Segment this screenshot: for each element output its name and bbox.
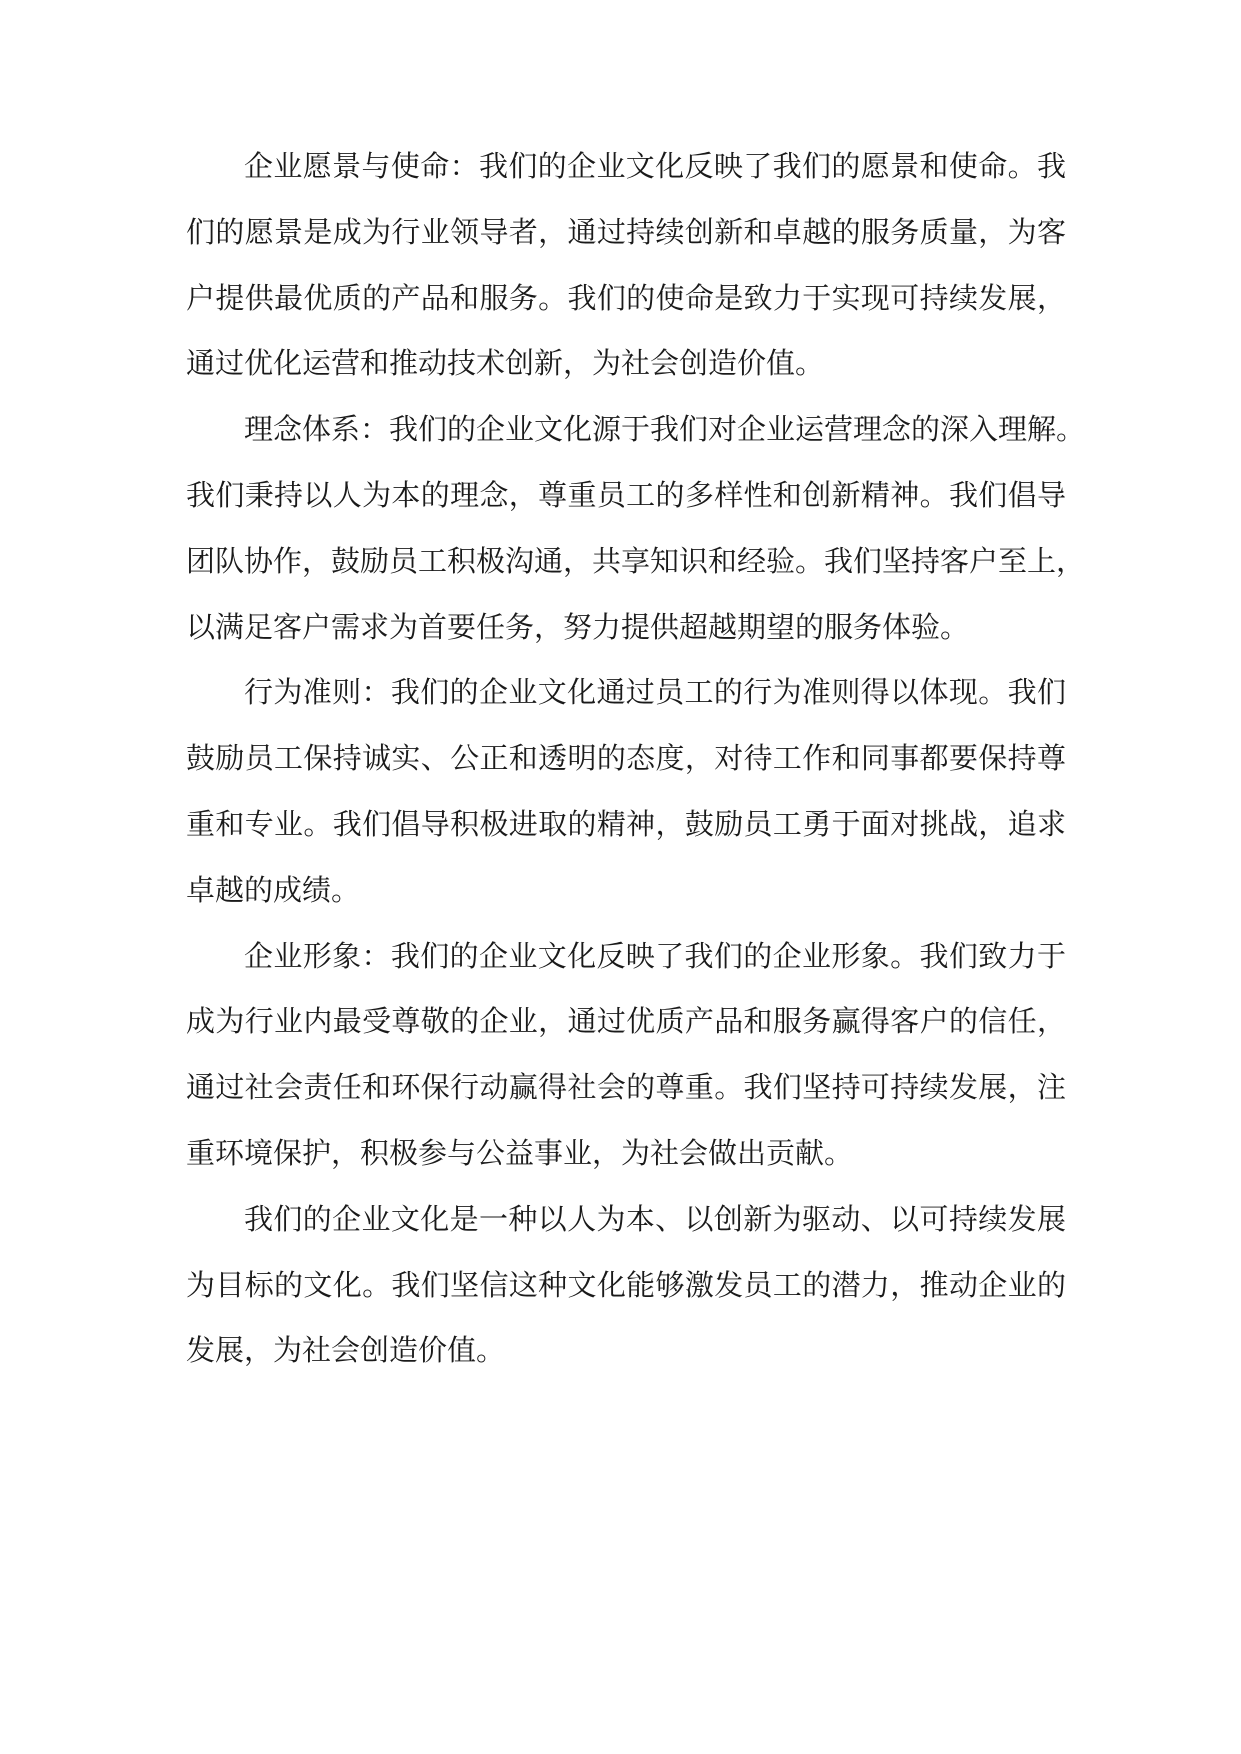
paragraph-conduct-line-3: 重和专业。我们倡导积极进取的精神，鼓励员工勇于面对挑战，追求 — [186, 806, 1066, 841]
paragraph-philosophy-line-1: 理念体系：我们的企业文化源于我们对企业运营理念的深入理解。 — [244, 412, 1086, 447]
paragraph-vision-mission-line-1: 企业愿景与使命：我们的企业文化反映了我们的愿景和使命。我 — [244, 149, 1066, 183]
paragraph-vision-mission-line-3: 户提供最优质的产品和服务。我们的使命是致力于实现可持续发展， — [186, 280, 1066, 315]
paragraph-image-line-3: 通过社会责任和环保行动赢得社会的尊重。我们坚持可持续发展，注 — [186, 1070, 1066, 1105]
paragraph-image-line-1: 企业形象：我们的企业文化反映了我们的企业形象。我们致力于 — [244, 938, 1066, 973]
paragraph-summary-line-1: 我们的企业文化是一种以人为本、以创新为驱动、以可持续发展 — [244, 1201, 1066, 1236]
paragraph-philosophy-line-4: 以满足客户需求为首要任务，努力提供超越期望的服务体验。 — [186, 609, 970, 644]
document-body — [186, 148, 1086, 1398]
paragraph-summary-line-2: 为目标的文化。我们坚信这种文化能够激发员工的潜力，推动企业的 — [186, 1267, 1066, 1302]
paragraph-philosophy-line-2: 我们秉持以人为本的理念，尊重员工的多样性和创新精神。我们倡导 — [186, 477, 1066, 512]
paragraph-conduct-line-4: 卓越的成绩。 — [186, 872, 361, 907]
paragraph-conduct-line-1: 行为准则：我们的企业文化通过员工的行为准则得以体现。我们 — [244, 675, 1066, 710]
paragraph-vision-mission-line-2: 们的愿景是成为行业领导者，通过持续创新和卓越的服务质量，为客 — [186, 214, 1066, 249]
paragraph-summary-line-3: 发展，为社会创造价值。 — [186, 1333, 506, 1368]
paragraph-image-line-2: 成为行业内最受尊敬的企业，通过优质产品和服务赢得客户的信任， — [186, 1004, 1066, 1039]
paragraph-conduct-line-2: 鼓励员工保持诚实、公正和透明的态度，对待工作和同事都要保持尊 — [186, 741, 1066, 776]
paragraph-image-line-4: 重环境保护，积极参与公益事业，为社会做出贡献。 — [186, 1135, 854, 1170]
paragraph-vision-mission-line-4: 通过优化运营和推动技术创新，为社会创造价值。 — [186, 346, 825, 381]
paragraph-philosophy-line-3: 团队协作，鼓励员工积极沟通，共享知识和经验。我们坚持客户至上， — [186, 543, 1086, 578]
